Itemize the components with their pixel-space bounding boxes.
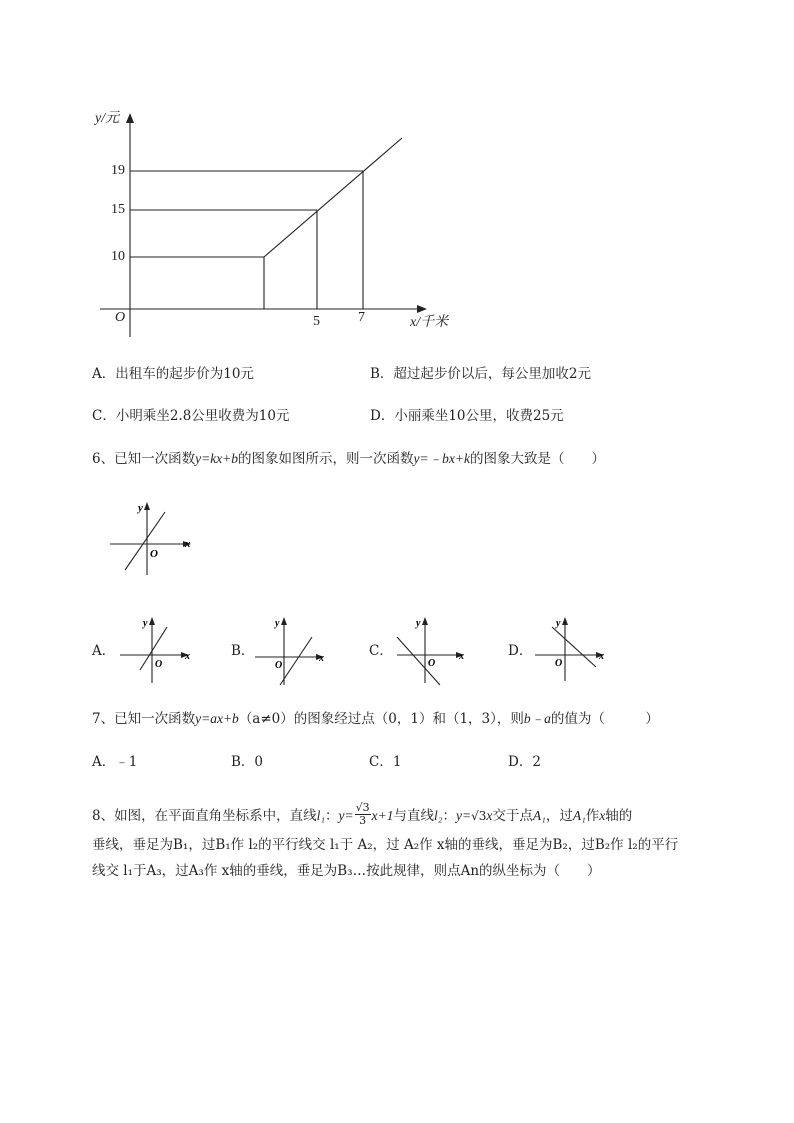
q5-fare-graph bbox=[95, 105, 465, 345]
q8-text-c: 交于点 bbox=[492, 808, 533, 825]
q6-option-d-graph[interactable] bbox=[532, 615, 612, 687]
q8-eq1-rhs: x+1 bbox=[371, 808, 394, 824]
q7-option-d[interactable]: D．2 bbox=[508, 754, 541, 770]
q8-text-b: 与直线 bbox=[393, 808, 435, 825]
svg-text:y: y bbox=[416, 618, 421, 629]
q8-line-2: 垂线，垂足为B₁，过B₁作 l₂的平行线交 l₁于 A₂，过 A₂作 x轴的垂线，垂足为B₂，过B₂作 l₂的平行 bbox=[92, 837, 679, 853]
svg-text:O: O bbox=[275, 660, 283, 671]
q5-y-tick-19: 19 bbox=[111, 163, 125, 178]
q8-text-d: ，过 bbox=[545, 808, 573, 825]
q5-option-c[interactable]: C．小明乘坐2.8公里收费为10元 bbox=[92, 408, 290, 424]
q6-option-b-label[interactable]: B． bbox=[231, 643, 255, 659]
svg-text:x: x bbox=[185, 651, 190, 662]
svg-text:y: y bbox=[275, 618, 280, 629]
q6-func-1: y=kx+b bbox=[195, 451, 239, 466]
q7-stem-prefix: 7、已知一次函数 bbox=[92, 711, 196, 727]
q8-text-f: 轴的 bbox=[605, 808, 633, 825]
svg-text:O: O bbox=[555, 658, 563, 669]
q7-option-b[interactable]: B．0 bbox=[231, 754, 264, 770]
q8-eq2-sqrt: √3 bbox=[471, 809, 487, 824]
q6-option-a-graph[interactable] bbox=[115, 615, 195, 687]
q7-option-a[interactable]: A．﹣1 bbox=[92, 754, 138, 770]
fare-rising-segment bbox=[264, 138, 402, 257]
q6-given-origin: O bbox=[150, 548, 158, 560]
q7-expr: b﹣a bbox=[523, 711, 551, 726]
q8-colon-2: ： bbox=[442, 808, 456, 825]
q7-func: y=ax+b bbox=[195, 711, 239, 726]
svg-text:x: x bbox=[599, 651, 604, 662]
q5-y-axis-label: y/元 bbox=[95, 111, 120, 126]
y-axis-arrow bbox=[126, 113, 134, 123]
q8-frac-den: 3 bbox=[359, 814, 367, 828]
q6-option-a-label[interactable]: A． bbox=[92, 643, 116, 659]
q6-option-b-line bbox=[280, 637, 312, 685]
q8-A1: A₁ bbox=[532, 808, 546, 824]
q6-option-c-label[interactable]: C． bbox=[369, 643, 393, 659]
q8-eq2-rhs: x bbox=[486, 808, 493, 824]
svg-text:x: x bbox=[459, 651, 464, 662]
q5-y-tick-10: 10 bbox=[111, 249, 125, 264]
q8-fraction bbox=[355, 802, 371, 827]
q8-A1b: A₁ bbox=[572, 808, 586, 824]
q7-option-c[interactable]: C．1 bbox=[369, 754, 402, 770]
q6-given-y-label: y bbox=[138, 502, 143, 514]
q8-text-e: 作 bbox=[585, 808, 600, 825]
q6-stem-mid: 的图象如图所示，则一次函数 bbox=[238, 451, 414, 467]
q8-frac-num: √3 bbox=[355, 801, 370, 814]
q5-y-tick-15: 15 bbox=[111, 202, 125, 217]
q7-stem-suffix: 的值为（ ） bbox=[550, 711, 659, 727]
q6-option-d-label[interactable]: D． bbox=[508, 643, 533, 659]
q6-given-graph bbox=[105, 500, 195, 580]
q6-stem-prefix: 6、已知一次函数 bbox=[92, 451, 196, 467]
q8-line-3: 线交 l₁于A₃，过A₃作 x轴的垂线，垂足为B₃…按此规律，则点An的纵坐标为（ ） bbox=[92, 863, 601, 879]
q8-x-axis-1: x bbox=[599, 808, 606, 824]
svg-text:O: O bbox=[428, 658, 436, 669]
q6-stem-suffix: 的图象大致是（ ） bbox=[470, 451, 605, 467]
svg-text:x: x bbox=[319, 653, 324, 664]
q5-x-tick-7: 7 bbox=[358, 310, 365, 325]
q5-x-axis-label: x/千米 bbox=[410, 315, 449, 330]
q8-colon-1: ： bbox=[325, 808, 339, 825]
q6-func-2: y=﹣bx+k bbox=[413, 451, 470, 466]
q8-text-a: 8、如图，在平面直角坐标系中，直线 bbox=[92, 808, 317, 825]
q5-x-tick-5: 5 bbox=[313, 314, 320, 329]
svg-text:O: O bbox=[155, 659, 163, 670]
q6-option-b-graph[interactable] bbox=[252, 615, 332, 687]
q6-given-x-label: x bbox=[185, 538, 191, 550]
q6-given-line bbox=[125, 512, 165, 570]
x-axis-arrow bbox=[417, 305, 427, 313]
svg-text:y: y bbox=[143, 618, 148, 629]
q5-option-a[interactable]: A．出租车的起步价为10元 bbox=[92, 366, 254, 382]
q5-option-b[interactable]: B．超过起步价以后，每公里加收2元 bbox=[370, 366, 592, 382]
q8-eq2-lhs: y= bbox=[455, 808, 472, 824]
q7-stem bbox=[92, 712, 659, 727]
q6-option-a-line bbox=[140, 627, 167, 670]
svg-text:y: y bbox=[556, 618, 561, 629]
q5-option-d[interactable]: D．小丽乘坐10公里，收费25元 bbox=[370, 408, 564, 424]
q8-line-1 bbox=[92, 801, 633, 829]
q8-eq1-lhs: y= bbox=[338, 808, 354, 824]
q8-l1: l₁ bbox=[316, 808, 326, 824]
q7-stem-cond: （a≠0）的图象经过点（0，1）和（1，3），则 bbox=[238, 711, 524, 727]
q6-stem bbox=[92, 452, 605, 467]
q5-origin-label: O bbox=[115, 310, 126, 325]
q8-l2: l₂ bbox=[434, 808, 443, 824]
q6-option-c-graph[interactable] bbox=[392, 615, 472, 687]
